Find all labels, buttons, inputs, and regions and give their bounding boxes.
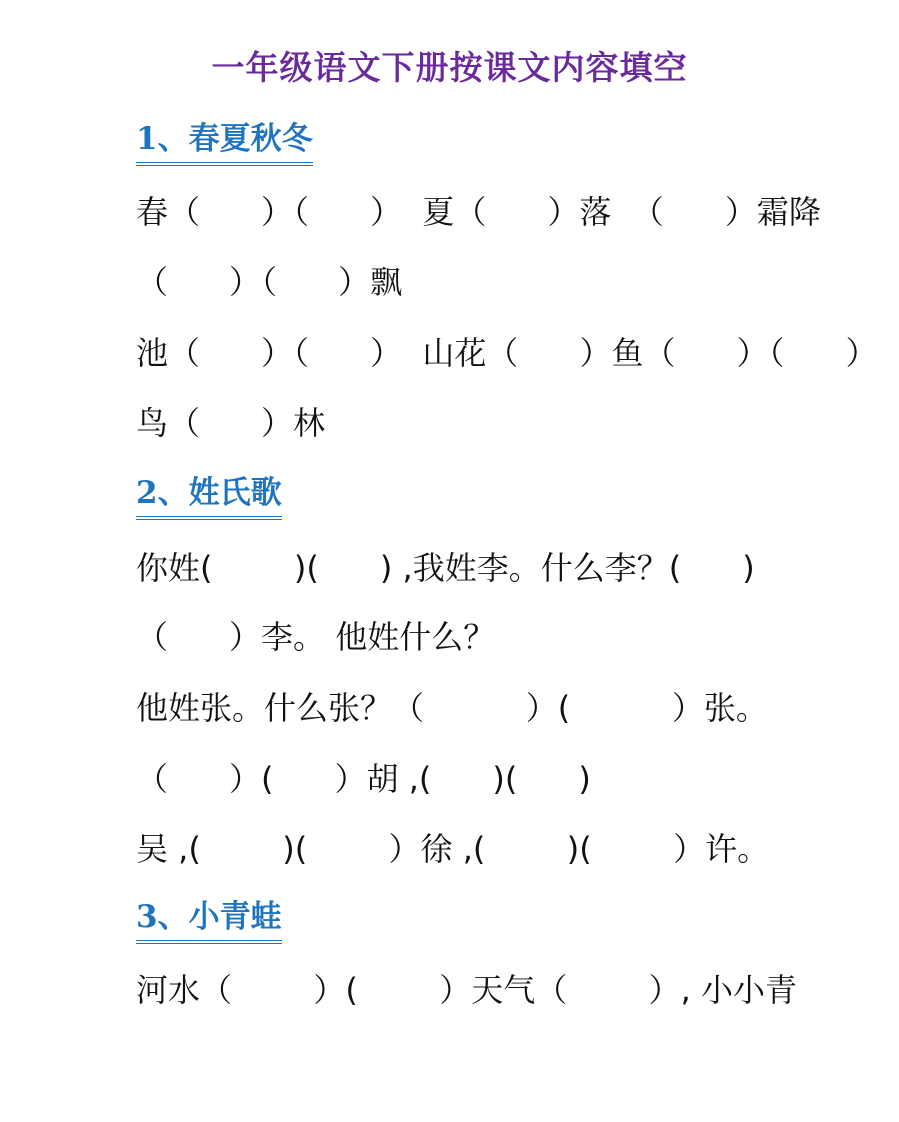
blank-line: 鸟（ ）林: [136, 404, 326, 442]
section-heading-spring-summer-autumn-winter: 1、春夏秋冬: [136, 119, 313, 166]
blank-line: 河水（ ）( ）天气（ ）, 小小青: [136, 971, 797, 1009]
section-heading-surname-song: 2、姓氏歌: [136, 473, 282, 520]
blank-line: 春（ ）（ ） 夏（ ）落 （ ）霜降: [136, 193, 821, 231]
blank-line: 他姓张。什么张？（ ）( ）张。: [136, 689, 768, 727]
blank-line: （ ）（ ）飘: [136, 263, 403, 301]
blank-line: 你姓( )( ) ,我姓李。什么李？( ): [136, 549, 755, 587]
blank-line: 吴 ,( )( ）徐 ,( )( ）许。: [136, 830, 770, 868]
blank-line: （ ）李。 他姓什么？: [136, 618, 496, 656]
blank-line: 池（ ）（ ） 山花（ ）鱼（ ）（ ）: [136, 334, 878, 372]
section-heading-little-frog: 3、小青蛙: [136, 897, 282, 944]
page-title: 一年级语文下册按课文内容填空: [211, 48, 688, 87]
blank-line: （ ）( ）胡 ,( )( ): [136, 760, 591, 798]
